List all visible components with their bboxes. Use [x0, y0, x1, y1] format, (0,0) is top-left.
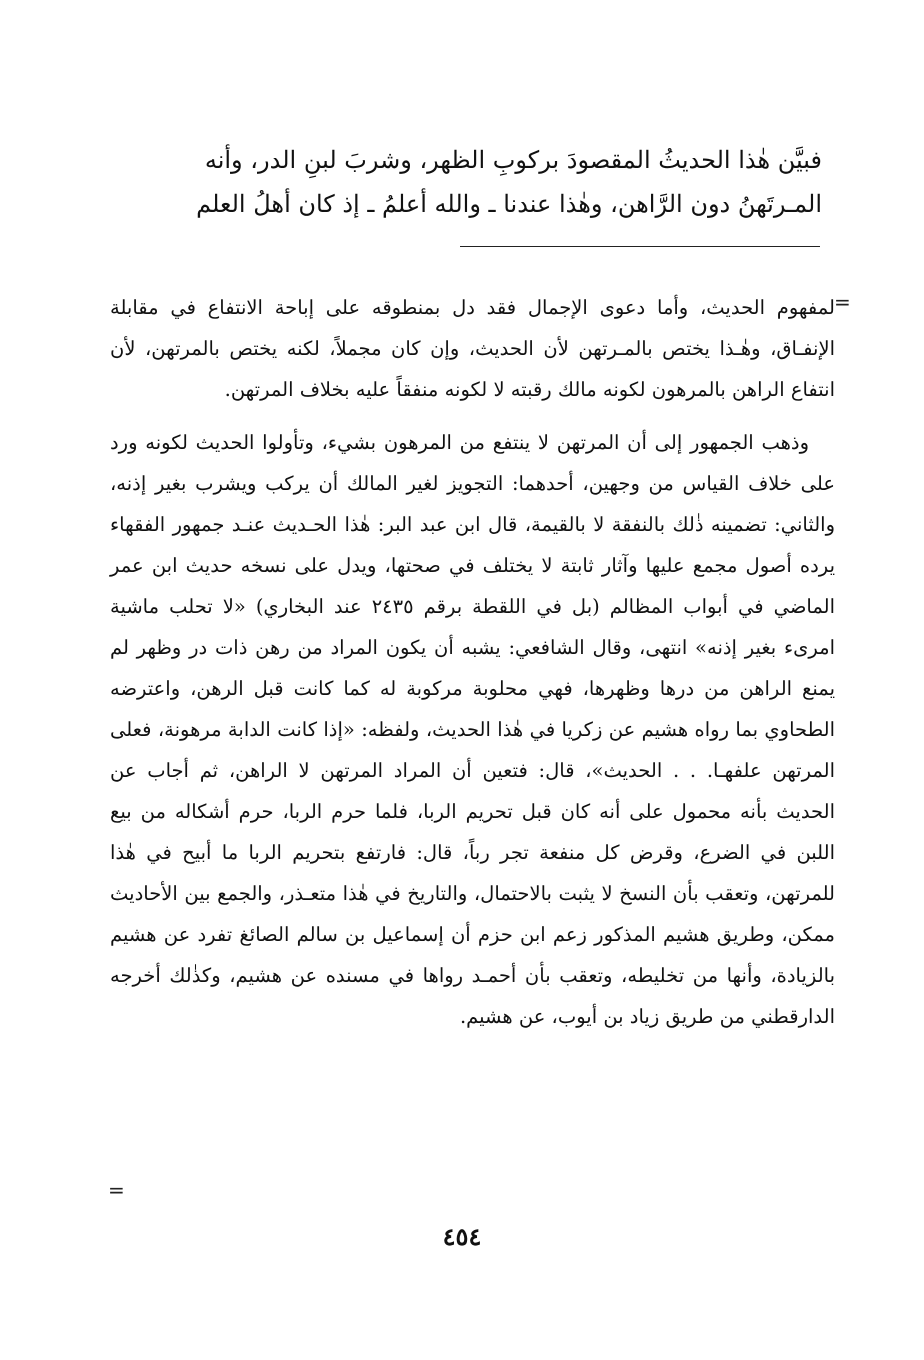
footnote-block — [110, 287, 835, 1037]
footnote-continuation-mark-top: = — [834, 290, 851, 314]
footnote-separator — [460, 246, 820, 247]
footnote-paragraph-2: وذهب الجمهور إلى أن المرتهن لا ينتفع من المرهون بشيء، وتأولوا الحديث لكونه ورد على خلاف القياس من وجهين، أحدهما: التجويز لغير المالك أن يركب ويشرب بغير إذنه، والثاني: تضمينه ذٰلك بالنفقة لا بالقيمة، قال ابن عبد البر: هٰذا الحـديث عنـد جمهور الفقهاء يرده أصول مجمع عليها وآثار ثابتة لا يختلف في صحتها، ويدل على نسخه حديث ابن عمر الماضي في أبواب المظالم (بل في اللقطة برقم ٢٤٣٥ عند البخاري) «لا تحلب ماشية امرىء بغير إذنه» انتهى، وقال الشافعي: يشبه أن يكون المراد من رهن ذات در وظهر لم يمنع الراهن من درها وظهرها، فهي محلوبة مركوبة له كما كانت قبل الرهن، واعترضه الطحاوي بما رواه هشيم عن زكريا في هٰذا الحديث، ولفظه: «إذا كانت الدابة مرهونة، فعلى المرتهن علفهـا. . . الحديث»، قال: فتعين أن المراد المرتهن لا الراهن، ثم أجاب عن الحديث بأنه محمول على أنه كان قبل تحريم الربا، فلما حرم الربا، حرم أشكاله من بيع اللبن في الضرع، وقرض كل منفعة تجر رباً، قال: فارتفع بتحريم الربا ما أبيح في هٰذا للمرتهن، وتعقب بأن النسخ لا يثبت بالاحتمال، والتاريخ في هٰذا متعـذر، والجمع بين الأحاديث ممكن، وطريق هشيم المذكور زعم ابن حزم أن إسماعيل بن سالم الصائغ تفرد عن هشيم بالزيادة، وأنها من تخليطه، وتعقب بأن أحمـد رواها في مسنده عن هشيم، وكذٰلك أخرجه الدارقطني من طريق زياد بن أيوب، عن هشيم. — [110, 431, 835, 1028]
main-text-line-2: المـرتَهنُ دون الرَّاهن، وهٰذا عندنا ـ والله أعلمُ ـ إذ كان أهلُ العلم — [196, 190, 822, 218]
page-number: ٤٥٤ — [442, 1222, 482, 1251]
footnote-continuation-mark-bottom: = — [108, 1178, 125, 1202]
main-text — [110, 138, 822, 226]
footnote-paragraph-1: لمفهوم الحديث، وأما دعوى الإجمال فقد دل بمنطوقه على إباحة الانتفاع في مقابلة الإنفـاق، وهٰـذا يختص بالمـرتهن لأن الحديث، وإن كان مجملاً، لكنه يختص بالمرتهن، لأن انتفاع الراهن بالمرهون لكونه مالك رقبته لا لكونه منفقاً عليه بخلاف المرتهن. — [110, 296, 835, 401]
main-text-line-1: فبيَّن هٰذا الحديثُ المقصودَ بركوبِ الظهر، وشربَ لبنِ الدر، وأنه — [204, 146, 822, 174]
